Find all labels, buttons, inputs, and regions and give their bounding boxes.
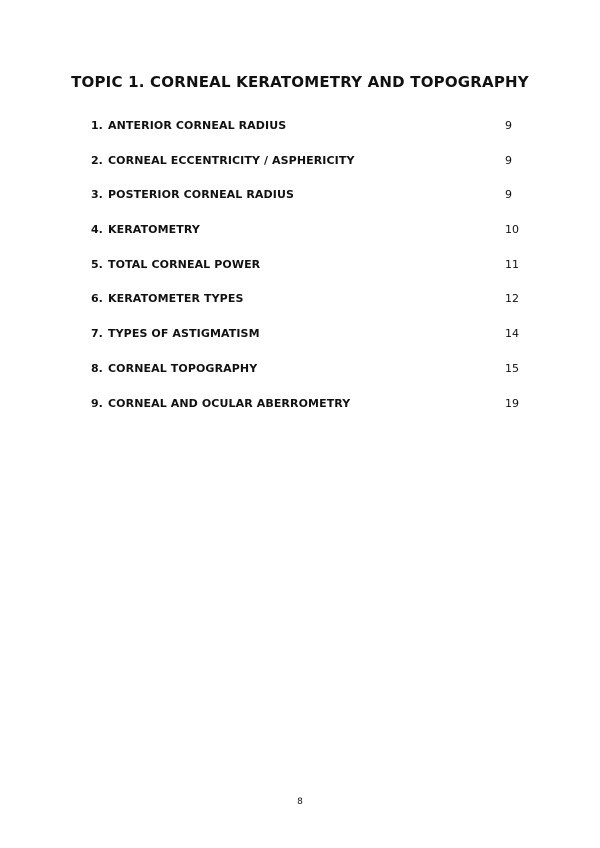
toc-item[interactable] [91, 361, 531, 396]
toc-item-page: 9 [505, 153, 512, 167]
toc-item-number: 4. [91, 223, 103, 237]
toc-item-number: 9. [91, 396, 103, 410]
toc-item-label: TYPES OF ASTIGMATISM [108, 327, 260, 341]
page-number: 8 [297, 797, 303, 807]
toc-item-number: 7. [91, 327, 103, 341]
toc-item[interactable] [91, 291, 531, 326]
toc-item-number: 6. [91, 292, 103, 306]
toc-item-label: ANTERIOR CORNEAL RADIUS [108, 119, 287, 132]
toc-item-number: 1. [91, 119, 103, 132]
toc-item[interactable] [91, 187, 531, 222]
table-of-contents [91, 118, 531, 430]
toc-item-label: TOTAL CORNEAL POWER [108, 257, 261, 271]
toc-item-label: KERATOMETER TYPES [108, 292, 244, 306]
toc-item-page: 19 [505, 396, 519, 410]
toc-item[interactable] [91, 222, 531, 257]
toc-item-label: CORNEAL ECCENTRICITY / ASPHERICITY [108, 153, 355, 167]
toc-item-number: 3. [91, 188, 103, 202]
toc-item[interactable] [91, 326, 531, 361]
toc-item[interactable] [91, 396, 531, 431]
toc-item-number: 2. [91, 153, 103, 167]
page-title: TOPIC 1. CORNEAL KERATOMETRY AND TOPOGRAPHY [71, 73, 529, 91]
toc-item-number: 8. [91, 361, 103, 375]
toc-item-label: KERATOMETRY [108, 223, 200, 237]
toc-item-page: 9 [505, 119, 512, 132]
toc-item-label: CORNEAL AND OCULAR ABERROMETRY [108, 396, 351, 410]
toc-item-page: 15 [505, 361, 519, 375]
toc-item-page: 10 [505, 223, 519, 237]
toc-item[interactable] [91, 153, 531, 188]
toc-item-label: POSTERIOR CORNEAL RADIUS [108, 188, 294, 202]
toc-item-page: 11 [505, 257, 519, 271]
toc-item-page: 12 [505, 292, 519, 306]
toc-item-page: 9 [505, 188, 512, 202]
toc-item[interactable] [91, 118, 531, 153]
toc-item-label: CORNEAL TOPOGRAPHY [108, 361, 258, 375]
toc-item[interactable] [91, 257, 531, 292]
toc-item-page: 14 [505, 327, 519, 341]
toc-item-number: 5. [91, 257, 103, 271]
